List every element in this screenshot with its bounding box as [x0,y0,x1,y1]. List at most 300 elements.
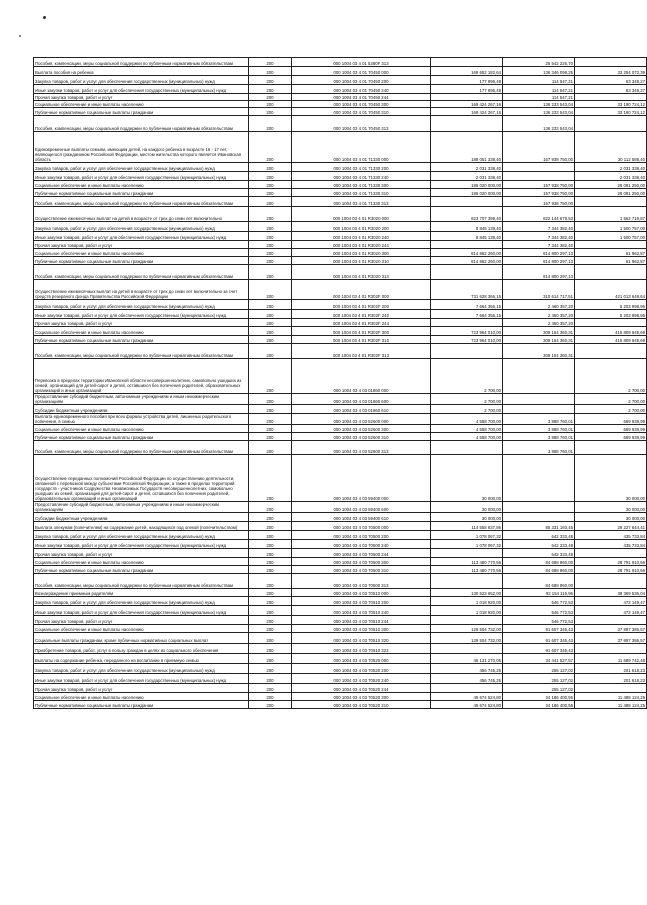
row-label: Осуществление переданных полномочий Российской Федерации по осуществлению деятельности, связанной с перевозкой между субъектами Российской Федерации, а также в пределах территорий государств - участников Содружества Независимых Государств несовершеннолетних, самовольно ушедших из семей, организаций для детей-сирот и детей, оставшихся без попечения родителей, образовательных организаций и иных организаций [34,455,249,502]
row-label: Публичные нормативные социальные выплаты гражданам [34,257,249,265]
unexecuted-amount: 201 618,23 [575,664,647,674]
unexecuted-amount: 37 897 386,57 [575,633,647,644]
row-label: Социальное обеспечение и иные выплаты населению [34,101,249,108]
table-row [34,76,647,85]
unexecuted-amount: 28 081 250,00 [575,181,647,189]
approved-amount [431,58,503,67]
table-row [34,633,647,644]
budget-classification-code: 000 1004 03 4 03 59400 000 [292,455,431,502]
row-code: 200 [249,232,292,241]
budget-classification-code: 000 1004 03 4 03 70520 240 [292,674,431,684]
row-code: 200 [249,189,292,197]
approved-amount: 1 078 067,32 [431,540,503,549]
row-label: Публичные нормативные социальные выплаты гражданам [34,189,249,197]
executed-amount: 814 800 297,13 [503,257,575,265]
budget-classification-code: 000 1004 03 4 03 70500 244 [292,549,431,558]
table-row [34,241,647,249]
budget-classification-code: 000 1004 03 4 03 52600 300 [292,425,431,433]
unexecuted-amount [575,94,647,101]
unexecuted-amount: 28 081 250,00 [575,189,647,197]
approved-amount: 1 018 920,00 [431,606,503,616]
budget-classification-code: 000 1004 03 4 01 71330 300 [292,181,431,189]
table-row [34,701,647,709]
budget-execution-table [33,57,647,709]
row-label: Социальное обеспечение и иные выплаты населению [34,693,249,701]
unexecuted-amount: 421 013 648,64 [575,280,647,300]
unexecuted-amount: 30 112 588,40 [575,132,647,163]
unexecuted-amount: 29 227 644,41 [575,522,647,531]
approved-amount: 8 845 139,40 [431,222,503,232]
budget-classification-code: 000 1004 03 4 03 70510 320 [292,633,431,644]
row-label: Пособия, компенсации, меры социальной поддержки по публичным нормативным обязательствам [34,58,249,67]
unexecuted-amount: 669 939,99 [575,433,647,441]
approved-amount: 4 558 700,00 [431,433,503,441]
unexecuted-amount: 33 254 072,39 [575,67,647,76]
executed-amount [503,359,575,394]
unexecuted-amount: 472 149,47 [575,606,647,616]
executed-amount: 84 688 860,00 [503,574,575,589]
executed-amount: 157 938 750,00 [503,189,575,197]
budget-classification-code: 000 1004 03 4 03 70520 200 [292,664,431,674]
scan-speck [43,16,46,19]
budget-classification-code: 000 1004 03 4 01 71330 000 [292,132,431,163]
budget-classification-code: 000 1004 03 4 01 71330 313 [292,197,431,207]
budget-classification-code: 000 1004 03 4 03 70510 000 [292,589,431,597]
budget-classification-code: 000 1004 03 4 03 70510 244 [292,616,431,625]
row-code: 200 [249,502,292,513]
budget-classification-code: 000 1004 03 4 03 70500 240 [292,540,431,549]
unexecuted-amount: 5 203 998,95 [575,300,647,310]
executed-amount: 814 800 297,13 [503,265,575,280]
budget-classification-code: 000 1004 03 4 03 70500 200 [292,531,431,540]
row-label: Приобретение товаров, работ, услуг в пользу граждан в целях их социального обеспечения [34,644,249,654]
unexecuted-amount [575,441,647,455]
row-label: Осуществление ежемесячных выплат на детей в возрасте от трех до семи лет включительно за счет средств резервного фонда Правительства Российской Федерации [34,280,249,300]
table-row [34,664,647,674]
row-code: 200 [249,654,292,664]
budget-classification-code: 000 1004 03 4 01 R3020 310 [292,257,431,265]
approved-amount: 46 131 270,05 [431,654,503,664]
unexecuted-amount [575,644,647,654]
table-row [34,336,647,344]
unexecuted-amount [575,616,647,625]
approved-amount: 30 000,00 [431,513,503,522]
executed-amount: 91 607 345,43 [503,625,575,633]
table-row [34,644,647,654]
unexecuted-amount: 33 190 724,12 [575,108,647,116]
unexecuted-amount: 435 733,84 [575,531,647,540]
unexecuted-amount [575,58,647,67]
row-label: Иные закупки товаров, работ и услуг для обеспечения государственных (муниципальных) нужд [34,172,249,181]
unexecuted-amount: 11 488 124,25 [575,693,647,701]
budget-classification-code: 000 1004 03 4 03 70520 310 [292,701,431,709]
budget-classification-code: 000 1004 03 4 03 70500 300 [292,558,431,566]
budget-classification-code: 000 1004 03 4 01 R302F 244 [292,319,431,327]
executed-amount [503,394,575,405]
approved-amount: 1 018 920,00 [431,597,503,606]
unexecuted-amount: 11 488 124,25 [575,701,647,709]
approved-amount [431,116,503,132]
approved-amount: 4 558 700,00 [431,414,503,425]
table-row [34,674,647,684]
row-code: 200 [249,101,292,108]
unexecuted-amount: 1 500 757,00 [575,222,647,232]
approved-amount: 114 558 837,86 [431,522,503,531]
approved-amount [431,616,503,625]
budget-classification-code: 000 1004 03 4 03 70500 000 [292,522,431,531]
row-label: Предоставление субсидий бюджетным, автономным учреждениям и иным некоммерческим организациям [34,394,249,405]
executed-amount: 2 460 357,20 [503,319,575,327]
row-label: Публичные нормативные социальные выплаты гражданам [34,701,249,709]
table-row [34,257,647,265]
row-label: Социальное обеспечение и иные выплаты населению [34,625,249,633]
unexecuted-amount: 1 562 719,87 [575,207,647,222]
row-label: Публичные нормативные социальные выплаты гражданам [34,336,249,344]
budget-classification-code: 000 1004 03 4 03 59400 610 [292,513,431,522]
table-row [34,589,647,597]
approved-amount [431,684,503,693]
approved-amount: 2 700,00 [431,359,503,394]
approved-amount: 2 700,00 [431,405,503,414]
unexecuted-amount: 472 149,47 [575,597,647,606]
row-code: 200 [249,359,292,394]
row-code: 200 [249,644,292,654]
budget-classification-code: 000 1004 03 4 01 R302F 313 [292,344,431,359]
executed-amount: 34 186 400,55 [503,693,575,701]
row-code: 200 [249,310,292,319]
approved-amount: 2 700,00 [431,394,503,405]
row-code: 200 [249,76,292,85]
unexecuted-amount [575,265,647,280]
approved-amount [431,344,503,359]
executed-amount: 34 186 400,55 [503,701,575,709]
row-code: 200 [249,616,292,625]
row-code: 200 [249,344,292,359]
approved-amount: 1 078 067,32 [431,531,503,540]
unexecuted-amount: 38 369 536,04 [575,589,647,597]
executed-amount: 642 333,48 [503,549,575,558]
budget-classification-code: 000 1004 03 4 03 70520 300 [292,693,431,701]
row-code: 200 [249,67,292,76]
approved-amount: 2 031 338,40 [431,163,503,172]
executed-amount: 91 607 345,43 [503,644,575,654]
row-label: Иные закупки товаров, работ и услуг для обеспечения государственных (муниципальных) нужд [34,674,249,684]
unexecuted-amount: 61 962,87 [575,257,647,265]
executed-amount: 7 344 382,40 [503,241,575,249]
approved-amount: 814 862 260,00 [431,257,503,265]
row-label: Публичные нормативные социальные выплаты гражданам [34,566,249,574]
budget-classification-code: 000 1004 03 4 01 R3020 200 [292,222,431,232]
unexecuted-amount: 435 733,84 [575,540,647,549]
row-code: 200 [249,172,292,181]
row-label: Иные закупки товаров, работ и услуг для обеспечения государственных (муниципальных) нужд [34,310,249,319]
executed-amount: 84 688 860,00 [503,558,575,566]
table-row [34,101,647,108]
executed-amount: 255 127,02 [503,674,575,684]
budget-classification-code: 000 1004 03 4 01 71330 200 [292,163,431,172]
unexecuted-amount [575,197,647,207]
table-row [34,522,647,531]
table-row [34,693,647,701]
approved-amount [431,574,503,589]
table-row [34,394,647,405]
executed-amount: 136 346 098,25 [503,67,575,76]
row-code: 200 [249,197,292,207]
executed-amount [503,455,575,502]
table-row [34,300,647,310]
budget-classification-code: 000 1004 03 4 01 70450 310 [292,108,431,116]
table-row [34,625,647,633]
row-code: 200 [249,319,292,327]
approved-amount [431,94,503,101]
budget-classification-code: 000 1004 03 4 03 70510 240 [292,606,431,616]
executed-amount: 136 233 543,04 [503,101,575,108]
row-code: 200 [249,701,292,709]
row-label: Выплаты на содержание ребенка, переданного на воспитание в приемную семью [34,654,249,664]
executed-amount: 136 233 543,04 [503,108,575,116]
row-label: Закупка товаров, работ и услуг для обеспечения государственных (муниципальных) нужд [34,597,249,606]
unexecuted-amount [575,116,647,132]
budget-classification-code: 000 1004 03 4 03 52600 000 [292,414,431,425]
row-code: 200 [249,327,292,336]
approved-amount: 186 020 000,00 [431,181,503,189]
budget-classification-code: 000 1004 03 4 01 R3020 300 [292,249,431,257]
row-label: Социальное обеспечение и иные выплаты населению [34,558,249,566]
unexecuted-amount [575,684,647,693]
executed-amount: 7 344 382,40 [503,232,575,241]
budget-classification-code: 000 1004 03 4 03 70510 200 [292,597,431,606]
table-row [34,549,647,558]
table-row [34,531,647,540]
unexecuted-amount [575,574,647,589]
approved-amount [431,241,503,249]
table-row [34,684,647,693]
row-label: Пособия, компенсации, меры социальной поддержки по публичным нормативным обязательствам [34,197,249,207]
row-code: 200 [249,405,292,414]
table-row [34,455,647,502]
row-label: Пособия, компенсации, меры социальной поддержки по публичным нормативным обязательствам [34,574,249,589]
budget-classification-code: 000 1004 03 4 01 71330 240 [292,172,431,181]
executed-amount: 157 938 750,00 [503,132,575,163]
executed-amount: 7 344 382,40 [503,222,575,232]
approved-amount: 129 504 732,00 [431,625,503,633]
table-row [34,574,647,589]
budget-classification-code: 000 1004 03 4 03 70500 313 [292,574,431,589]
executed-amount: 114 547,21 [503,85,575,94]
table-row [34,597,647,606]
budget-classification-code: 000 1004 03 4 01 R3020 240 [292,232,431,241]
approved-amount: 113 480 770,56 [431,566,503,574]
approved-amount: 723 964 010,00 [431,327,503,336]
executed-amount: 255 127,02 [503,664,575,674]
row-code: 200 [249,300,292,310]
row-label: Выплата единовременного пособия при всех формах устройства детей, лишенных родительского попечения, в семью [34,414,249,425]
budget-classification-code: 000 1004 03 4 03 70510 300 [292,625,431,633]
budget-classification-code: 000 1004 03 4 01 R3020 000 [292,207,431,222]
approved-amount: 8 845 139,40 [431,232,503,241]
approved-amount: 45 674 524,80 [431,701,503,709]
executed-amount: 308 154 360,31 [503,327,575,336]
row-code: 200 [249,549,292,558]
row-code: 200 [249,265,292,280]
table-row [34,249,647,257]
budget-classification-code: 000 1004 03 4 03 52600 313 [292,441,431,455]
executed-amount: 642 333,48 [503,540,575,549]
row-code: 200 [249,589,292,597]
executed-amount: 114 547,21 [503,94,575,101]
row-label: Вознаграждение приемным родителям [34,589,249,597]
executed-amount: 91 607 345,43 [503,633,575,644]
table-row [34,181,647,189]
table-row [34,108,647,116]
unexecuted-amount: 415 809 649,69 [575,336,647,344]
approved-amount: 4 558 700,00 [431,425,503,433]
row-label: Закупка товаров, работ и услуг для обеспечения государственных (муниципальных) нужд [34,222,249,232]
approved-amount: 129 504 732,00 [431,633,503,644]
budget-classification-code: 000 1004 03 4 03 59400 600 [292,502,431,513]
row-label: Иные закупки товаров, работ и услуг для обеспечения государственных (муниципальных) нужд [34,232,249,241]
unexecuted-amount: 2 031 338,40 [575,172,647,181]
row-code: 200 [249,249,292,257]
table-row [34,58,647,67]
approved-amount [431,265,503,280]
row-code: 200 [249,94,292,101]
approved-amount: 456 745,25 [431,674,503,684]
executed-amount: 85 331 193,45 [503,522,575,531]
approved-amount: 169 652 182,64 [431,67,503,76]
table-row [34,540,647,549]
budget-classification-code: 000 1004 03 4 01 R302F 000 [292,280,431,300]
row-label: Социальное обеспечение и иные выплаты населению [34,249,249,257]
approved-amount: 731 628 366,15 [431,280,503,300]
executed-amount: 255 127,02 [503,684,575,693]
table-row [34,310,647,319]
unexecuted-amount: 2 031 338,40 [575,163,647,172]
table-body [34,58,647,709]
approved-amount: 130 523 652,00 [431,589,503,597]
budget-classification-code: 000 1004 03 4 01 R3020 244 [292,241,431,249]
row-label: Социальные выплаты гражданам, кроме публичных нормативных социальных выплат [34,633,249,644]
table-row [34,85,647,94]
approved-amount: 177 895,48 [431,85,503,94]
unexecuted-amount: 30 000,00 [575,513,647,522]
executed-amount [503,405,575,414]
table-row [34,414,647,425]
approved-amount: 30 000,00 [431,502,503,513]
table-row [34,189,647,197]
row-label: Прочая закупка товаров, работ и услуг [34,684,249,693]
row-code: 200 [249,597,292,606]
approved-amount [431,319,503,327]
unexecuted-amount: 63 348,27 [575,85,647,94]
executed-amount: 308 154 360,31 [503,336,575,344]
table-row [34,94,647,101]
approved-amount: 177 895,48 [431,76,503,85]
approved-amount: 7 664 356,15 [431,310,503,319]
executed-amount: 310 614 717,51 [503,280,575,300]
unexecuted-amount: 201 618,23 [575,674,647,684]
approved-amount: 169 424 267,16 [431,108,503,116]
executed-amount: 34 441 527,57 [503,654,575,664]
approved-amount: 186 020 000,00 [431,189,503,197]
table-row [34,265,647,280]
row-code: 200 [249,531,292,540]
row-label: Предоставление субсидий бюджетным, автономным учреждениям и иным некоммерческим организациям [34,502,249,513]
table-row [34,197,647,207]
table-row [34,344,647,359]
table-row [34,67,647,76]
table-row [34,319,647,327]
row-code: 200 [249,280,292,300]
budget-classification-code: 000 1004 03 4 01 5380F 313 [292,58,431,67]
row-label: Пособия, компенсации, меры социальной поддержки по публичным нормативным обязательствам [34,116,249,132]
executed-amount: 814 800 297,13 [503,249,575,257]
executed-amount: 546 772,53 [503,606,575,616]
approved-amount: 2 031 338,40 [431,172,503,181]
table-row [34,207,647,222]
row-code: 200 [249,433,292,441]
unexecuted-amount: 669 939,99 [575,425,647,433]
table-row [34,327,647,336]
budget-classification-code: 000 1004 03 4 03 70520 244 [292,684,431,693]
executed-amount: 2 460 357,20 [503,300,575,310]
executed-amount: 84 688 860,00 [503,566,575,574]
budget-classification-code: 000 1004 03 4 01 R302F 310 [292,336,431,344]
table-row [34,425,647,433]
row-code: 200 [249,132,292,163]
row-label: Пособия, компенсации, меры социальной поддержки по публичным нормативным обязательствам [34,344,249,359]
unexecuted-amount: 1 500 757,00 [575,232,647,241]
row-label: Прочая закупка товаров, работ и услуг [34,241,249,249]
row-code: 200 [249,558,292,566]
unexecuted-amount: 2 700,00 [575,405,647,414]
row-label: Субсидии бюджетным учреждениям [34,405,249,414]
row-label: Социальное обеспечение и иные выплаты населению [34,327,249,336]
approved-amount: 188 051 338,40 [431,132,503,163]
table-row [34,566,647,574]
unexecuted-amount [575,549,647,558]
budget-classification-code: 000 1004 03 4 01 70450 300 [292,101,431,108]
approved-amount: 113 480 770,56 [431,558,503,566]
row-code: 200 [249,222,292,232]
budget-classification-code: 000 1004 03 4 03 01860 610 [292,405,431,414]
row-code: 200 [249,540,292,549]
row-label: Иные закупки товаров, работ и услуг для обеспечения государственных (муниципальных) нужд [34,606,249,616]
budget-classification-code: 000 1004 03 4 01 70450 200 [292,76,431,85]
row-code: 200 [249,163,292,172]
executed-amount [503,172,575,181]
budget-classification-code: 000 1004 03 4 01 70450 240 [292,85,431,94]
unexecuted-amount [575,241,647,249]
executed-amount [503,163,575,172]
table-row [34,222,647,232]
unexecuted-amount: 33 190 724,12 [575,101,647,108]
table-row [34,433,647,441]
table-row [34,606,647,616]
table-row [34,616,647,625]
executed-amount: 3 888 760,01 [503,441,575,455]
approved-amount: 456 745,25 [431,664,503,674]
row-label: Социальное обеспечение и иные выплаты населению [34,425,249,433]
row-code: 200 [249,394,292,405]
unexecuted-amount: 415 809 649,69 [575,327,647,336]
table-row [34,132,647,163]
budget-classification-code: 000 1004 03 4 03 01860 600 [292,394,431,405]
row-code: 200 [249,116,292,132]
row-label: Публичные нормативные социальные выплаты гражданам [34,108,249,116]
budget-classification-code: 000 1004 03 4 01 71330 310 [292,189,431,197]
row-label: Иные закупки товаров, работ и услуг для обеспечения государственных (муниципальных) нужд [34,85,249,94]
